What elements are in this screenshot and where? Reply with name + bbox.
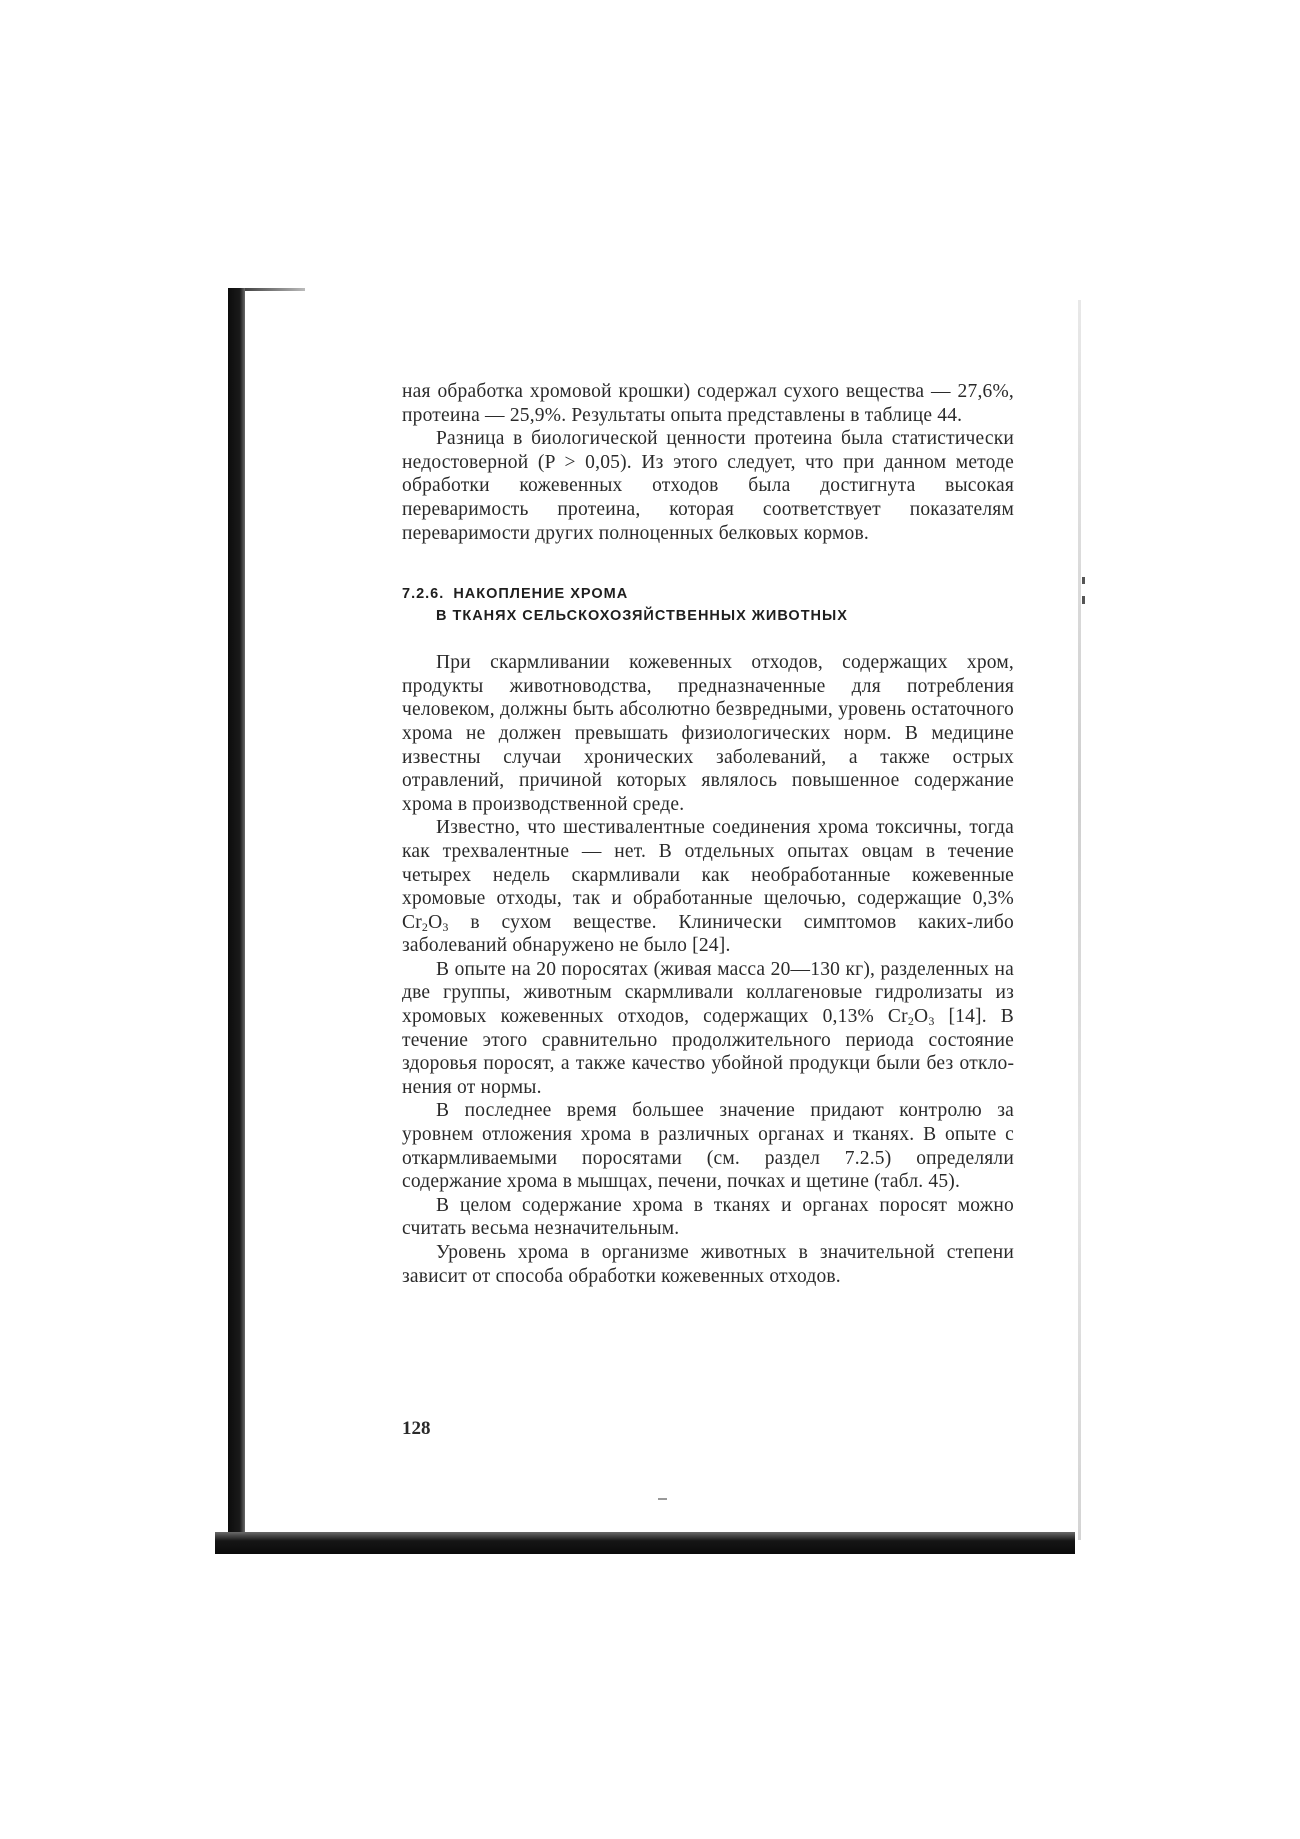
- paragraph-chrome-toxicity: [402, 816, 1014, 958]
- page-number: 128: [402, 1418, 431, 1439]
- scan-speck: [658, 1498, 667, 1500]
- section-title-line1: НАКОПЛЕНИЕ ХРОМА: [453, 586, 629, 603]
- scan-speck: [1082, 577, 1085, 584]
- section-heading: [402, 583, 1014, 627]
- paragraph-chrome-intro: При скармливании кожевенных отходов, содержащих хром, продукты животноводства, предназначенные для потребления человеком, должны быть абсолютно безвредными, уровень остаточного хрома не должен превышать физиологических норм. В медицине известны случаи хронических заболеваний, а также острых отравлений, причиной которых являлось повышенное содержание хрома в производственной среде.: [402, 652, 1014, 815]
- subscript: 3: [442, 919, 449, 934]
- paragraph-chrome-level: Уровень хрома в организме животных в значительной степени зависит от способа обработки кожевенных отходов.: [402, 1242, 1014, 1287]
- text-run: Известно, что шестивалентные соединения хрома токсичны, тогда как трехвалентные — нет. В отдельных опытах овцам в течение четырех недель скармливали как необработанные кожевенные хромовые отходы, так и обработанные щелочью, содержащие 0,3% Cr: [402, 817, 1014, 933]
- paragraph-chrome-summary: В целом содержание хрома в тканях и органах поросят можно считать весьма незначительным.: [402, 1194, 1014, 1240]
- scan-speck: [1082, 596, 1085, 604]
- text-run: O: [914, 1006, 929, 1028]
- paragraph-protein-value: Разница в биологической ценности протеина была статистически недостоверной (P > 0,05). Из этого следует, что при данном методе обработки кожевенных отходов была достигнута высокая переваримость протеина, которая соответствует показателям переваримости других полноценных белковых кормов.: [402, 428, 1014, 544]
- subscript: 3: [928, 1014, 935, 1029]
- page-text-block: [402, 380, 1014, 1288]
- text-run: В опыте на 20 поросятах (живая масса 20—130 кг), разделенных на две группы, животным скармливали коллагеновые гидролизаты из хромовых кожевенных отходов, содержащих 0,13% Cr: [402, 958, 1014, 1028]
- binding-shadow-bottom: [215, 1532, 1075, 1554]
- paragraph-piglets-experiment: [402, 958, 1014, 1100]
- binding-shadow-top-edge: [245, 288, 305, 291]
- paragraph-continued: ная обработка хромовой крошки) содержал сухого вещества — 27,6%, протеина — 25,9%. Результаты опыта представлены в таблице 44.: [402, 381, 1014, 426]
- paragraph-chrome-control: В последнее время большее значение придают контролю за уровнем отложения хрома в различных органах и тканях. В опыте с откармливаемыми поросятами (см. раздел 7.2.5) определяли содержание хрома в мышцах, печени, почках и щетине (табл. 45).: [402, 1100, 1014, 1193]
- page-edge-right: [1078, 300, 1081, 1540]
- text-run: O: [428, 911, 443, 933]
- section-number: 7.2.6.: [402, 586, 445, 603]
- section-title-line2: В ТКАНЯХ СЕЛЬСКОХОЗЯЙСТВЕННЫХ ЖИВОТНЫХ: [436, 608, 848, 625]
- subscript: 2: [907, 1014, 915, 1029]
- text-run: в сухом веществе. Клинически симптомов каких-либо заболеваний обнаружено не было [24].: [402, 911, 1014, 957]
- text-run: [14]. В течение этого сравнительно продолжительного периода состояние здоровья поросят, а также качество убойной продукци были без отклонения от нормы.: [402, 1006, 1014, 1098]
- binding-shadow-left: [228, 288, 245, 1548]
- subscript: 2: [421, 919, 429, 934]
